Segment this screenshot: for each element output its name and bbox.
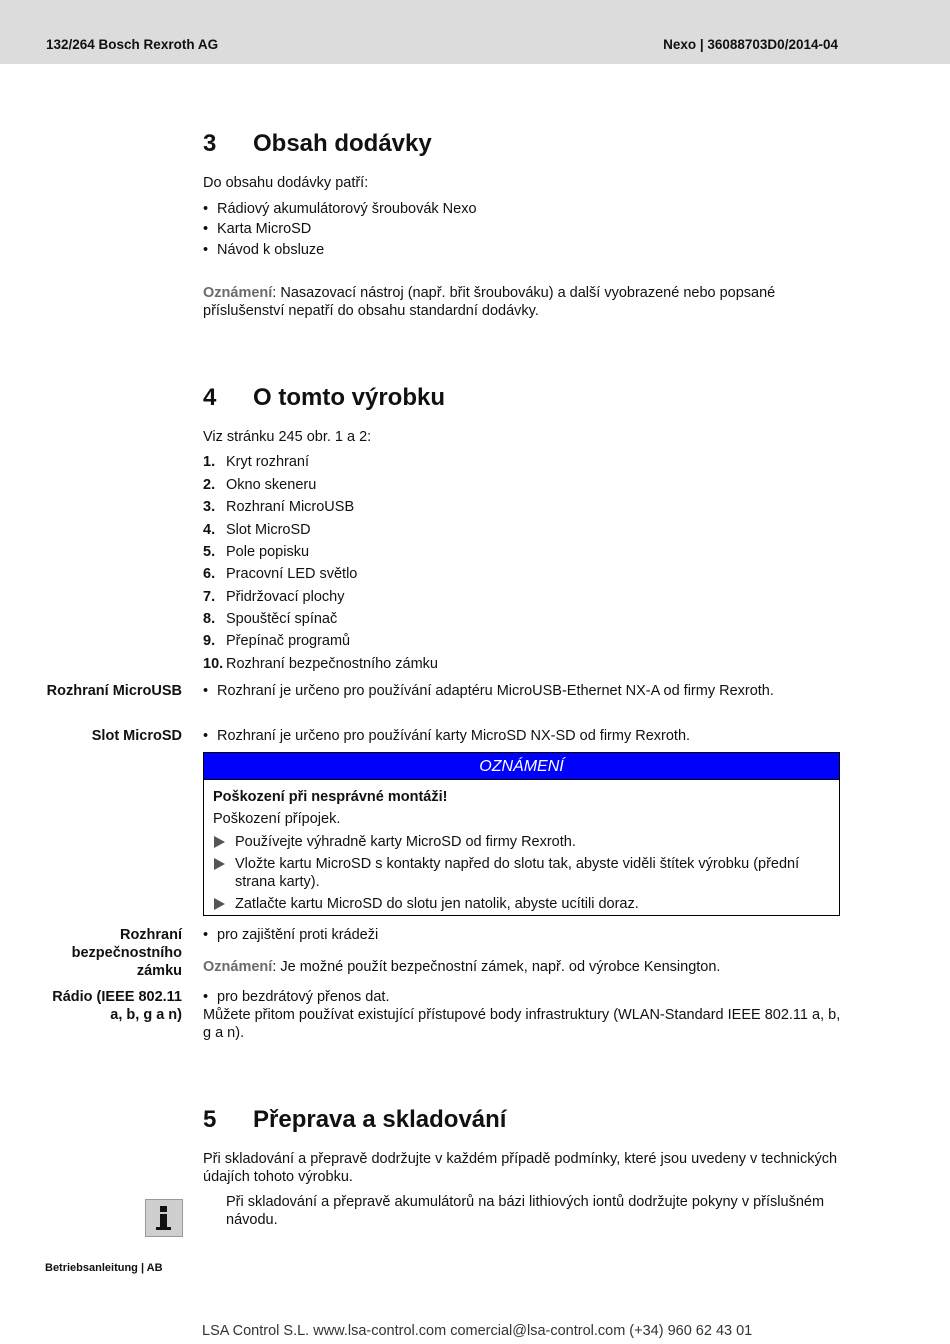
section-3-heading: 3 Obsah dodávky	[203, 130, 432, 157]
arrow-right-icon	[214, 858, 225, 870]
page-header	[0, 0, 950, 64]
radio-description: • pro bezdrátový přenos dat.	[203, 989, 390, 1005]
section-3-intro: Do obsahu dodávky patří:	[203, 175, 369, 191]
notice-title: Poškození při nesprávné montáži!	[213, 789, 448, 805]
footer-left: Betriebsanleitung | AB	[45, 1262, 163, 1274]
info-text: Při skladování a přepravě akumulátorů na bázi lithiových iontů dodržujte pokyny v příslušném návodu.	[226, 1194, 825, 1228]
notice-heading: OZNÁMENÍ	[204, 753, 839, 780]
list-item: 9. Přepínač programů	[203, 633, 351, 649]
section-5-heading: 5 Přeprava a skladování	[203, 1106, 507, 1133]
side-label-microusb: Rozhraní MicroUSB	[46, 683, 182, 699]
list-item: 3. Rozhraní MicroUSB	[203, 499, 355, 515]
security-lock-description: • pro zajištění proti krádeži	[203, 927, 379, 943]
notice-box	[203, 752, 840, 916]
footer-contact: LSA Control S.L. www.lsa-control.com comercial@lsa-control.com (+34) 960 62 43 01	[202, 1323, 753, 1339]
side-label-radio: Rádio (IEEE 802.11 a, b, g a n)	[52, 989, 182, 1023]
list-item: • Návod k obsluze	[203, 242, 325, 258]
list-item: • Rádiový akumulátorový šroubovák Nexo	[203, 201, 477, 217]
notice-step: Zatlačte kartu MicroSD do slotu jen natolik, abyste ucítili doraz.	[235, 896, 639, 912]
list-item: 10. Rozhraní bezpečnostního zámku	[203, 656, 438, 672]
microusb-description: • Rozhraní je určeno pro používání adaptéru MicroUSB-Ethernet NX-A od firmy Rexroth.	[203, 683, 774, 699]
notice-step: Používejte výhradně karty MicroSD od firmy Rexroth.	[235, 834, 576, 850]
section-3-note: Oznámení: Nasazovací nástroj (např. břit šroubováku) a další vyobrazené nebo popsané příslušenství nepatří do obsahu standardní dodávky.	[203, 285, 776, 319]
header-left: 132/264 Bosch Rexroth AG	[46, 37, 219, 52]
list-item: 6. Pracovní LED světlo	[203, 566, 358, 582]
section-5-text: Při skladování a přepravě dodržujte v každém případě podmínky, které jsou uvedeny v technických údajích tohoto výrobku.	[203, 1151, 838, 1185]
notice-subtitle: Poškození přípojek.	[213, 811, 341, 827]
list-item: • Karta MicroSD	[203, 221, 312, 237]
side-label-security-lock: Rozhraní bezpečnostního zámku	[71, 927, 182, 979]
info-icon	[145, 1199, 183, 1237]
list-item: 1. Kryt rozhraní	[203, 454, 309, 470]
microsd-description: • Rozhraní je určeno pro používání karty MicroSD NX-SD od firmy Rexroth.	[203, 728, 691, 744]
side-label-microsd: Slot MicroSD	[91, 728, 182, 744]
notice-step: Vložte kartu MicroSD s kontakty napřed do slotu tak, abyste viděli štítek výrobku (přední strana karty).	[235, 856, 800, 890]
arrow-right-icon	[214, 836, 225, 848]
radio-more: Můžete přitom používat existující přístupové body infrastruktury (WLAN-Standard IEEE 802.11 a, b, g a n).	[203, 1007, 841, 1041]
list-item: 4. Slot MicroSD	[203, 522, 311, 538]
header-right: Nexo | 36088703D0/2014-04	[663, 37, 838, 52]
list-item: 2. Okno skeneru	[203, 477, 317, 493]
list-item: 5. Pole popisku	[203, 544, 310, 560]
security-lock-note: Oznámení: Je možné použít bezpečnostní zámek, např. od výrobce Kensington.	[203, 959, 721, 975]
list-item: 7. Přidržovací plochy	[203, 589, 345, 605]
list-item: 8. Spouštěcí spínač	[203, 611, 338, 627]
section-4-heading: 4 O tomto výrobku	[203, 384, 446, 411]
section-4-intro: Viz stránku 245 obr. 1 a 2:	[203, 429, 372, 445]
arrow-right-icon	[214, 898, 225, 910]
